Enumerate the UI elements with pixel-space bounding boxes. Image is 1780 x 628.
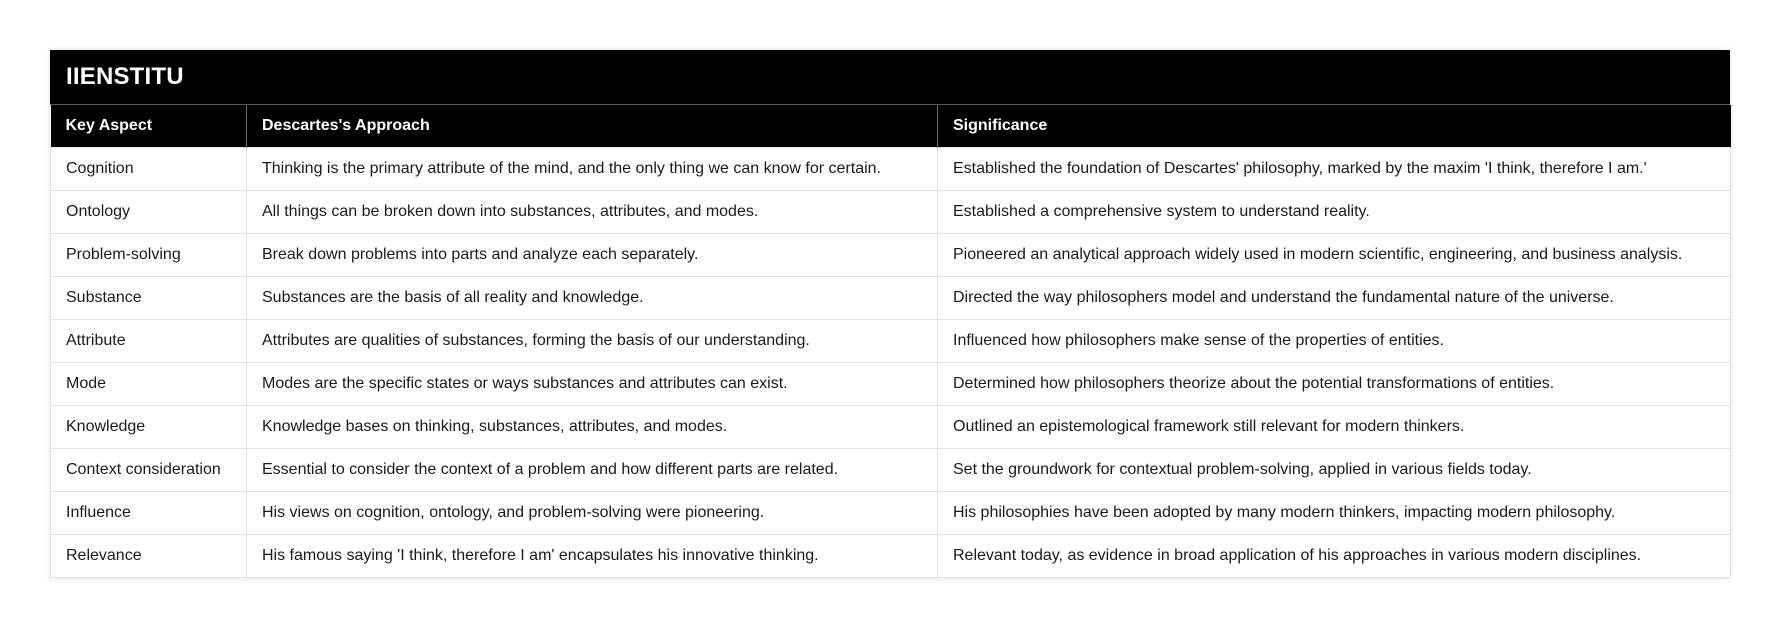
table-row: [51, 449, 1731, 492]
column-header-key-aspect: Key Aspect: [51, 105, 247, 148]
table-row: [51, 234, 1731, 277]
brand-header: [50, 50, 1730, 105]
table-row: [51, 492, 1731, 535]
cell-key-aspect: Mode: [51, 363, 247, 406]
cell-key-aspect: Context consideration: [51, 449, 247, 492]
cell-significance: Relevant today, as evidence in broad application of his approaches in various modern disciplines.: [938, 535, 1731, 578]
table-row: [51, 277, 1731, 320]
cell-key-aspect: Relevance: [51, 535, 247, 578]
cell-significance: Set the groundwork for contextual problem-solving, applied in various fields today.: [938, 449, 1731, 492]
cell-significance: Outlined an epistemological framework still relevant for modern thinkers.: [938, 406, 1731, 449]
table-row: [51, 406, 1731, 449]
cell-approach: His views on cognition, ontology, and problem-solving were pioneering.: [247, 492, 938, 535]
cell-key-aspect: Substance: [51, 277, 247, 320]
cell-key-aspect: Cognition: [51, 148, 247, 191]
table-row: [51, 320, 1731, 363]
cell-key-aspect: Ontology: [51, 191, 247, 234]
cell-approach: Break down problems into parts and analyze each separately.: [247, 234, 938, 277]
cell-significance: Established a comprehensive system to understand reality.: [938, 191, 1731, 234]
table-row: [51, 535, 1731, 578]
cell-significance: Pioneered an analytical approach widely used in modern scientific, engineering, and business analysis.: [938, 234, 1731, 277]
cell-key-aspect: Knowledge: [51, 406, 247, 449]
cell-approach: His famous saying 'I think, therefore I am' encapsulates his innovative thinking.: [247, 535, 938, 578]
cell-approach: Essential to consider the context of a problem and how different parts are related.: [247, 449, 938, 492]
cell-key-aspect: Influence: [51, 492, 247, 535]
cell-approach: Modes are the specific states or ways substances and attributes can exist.: [247, 363, 938, 406]
cell-approach: All things can be broken down into substances, attributes, and modes.: [247, 191, 938, 234]
cell-approach: Attributes are qualities of substances, forming the basis of our understanding.: [247, 320, 938, 363]
cell-key-aspect: Problem-solving: [51, 234, 247, 277]
cell-key-aspect: Attribute: [51, 320, 247, 363]
cell-significance: Influenced how philosophers make sense of the properties of entities.: [938, 320, 1731, 363]
brand-title: IIENSTITU: [66, 63, 184, 90]
table-row: [51, 191, 1731, 234]
cell-significance: Established the foundation of Descartes' philosophy, marked by the maxim 'I think, therefore I am.': [938, 148, 1731, 191]
table-header-row: [51, 105, 1731, 148]
aspects-table: [50, 105, 1731, 578]
cell-significance: Determined how philosophers theorize about the potential transformations of entities.: [938, 363, 1731, 406]
cell-approach: Knowledge bases on thinking, substances, attributes, and modes.: [247, 406, 938, 449]
cell-approach: Thinking is the primary attribute of the mind, and the only thing we can know for certain.: [247, 148, 938, 191]
table-row: [51, 363, 1731, 406]
cell-significance: His philosophies have been adopted by many modern thinkers, impacting modern philosophy.: [938, 492, 1731, 535]
table-card: [50, 50, 1730, 578]
table-row: [51, 148, 1731, 191]
cell-significance: Directed the way philosophers model and understand the fundamental nature of the universe.: [938, 277, 1731, 320]
cell-approach: Substances are the basis of all reality and knowledge.: [247, 277, 938, 320]
column-header-significance: Significance: [938, 105, 1731, 148]
column-header-approach: Descartes's Approach: [247, 105, 938, 148]
